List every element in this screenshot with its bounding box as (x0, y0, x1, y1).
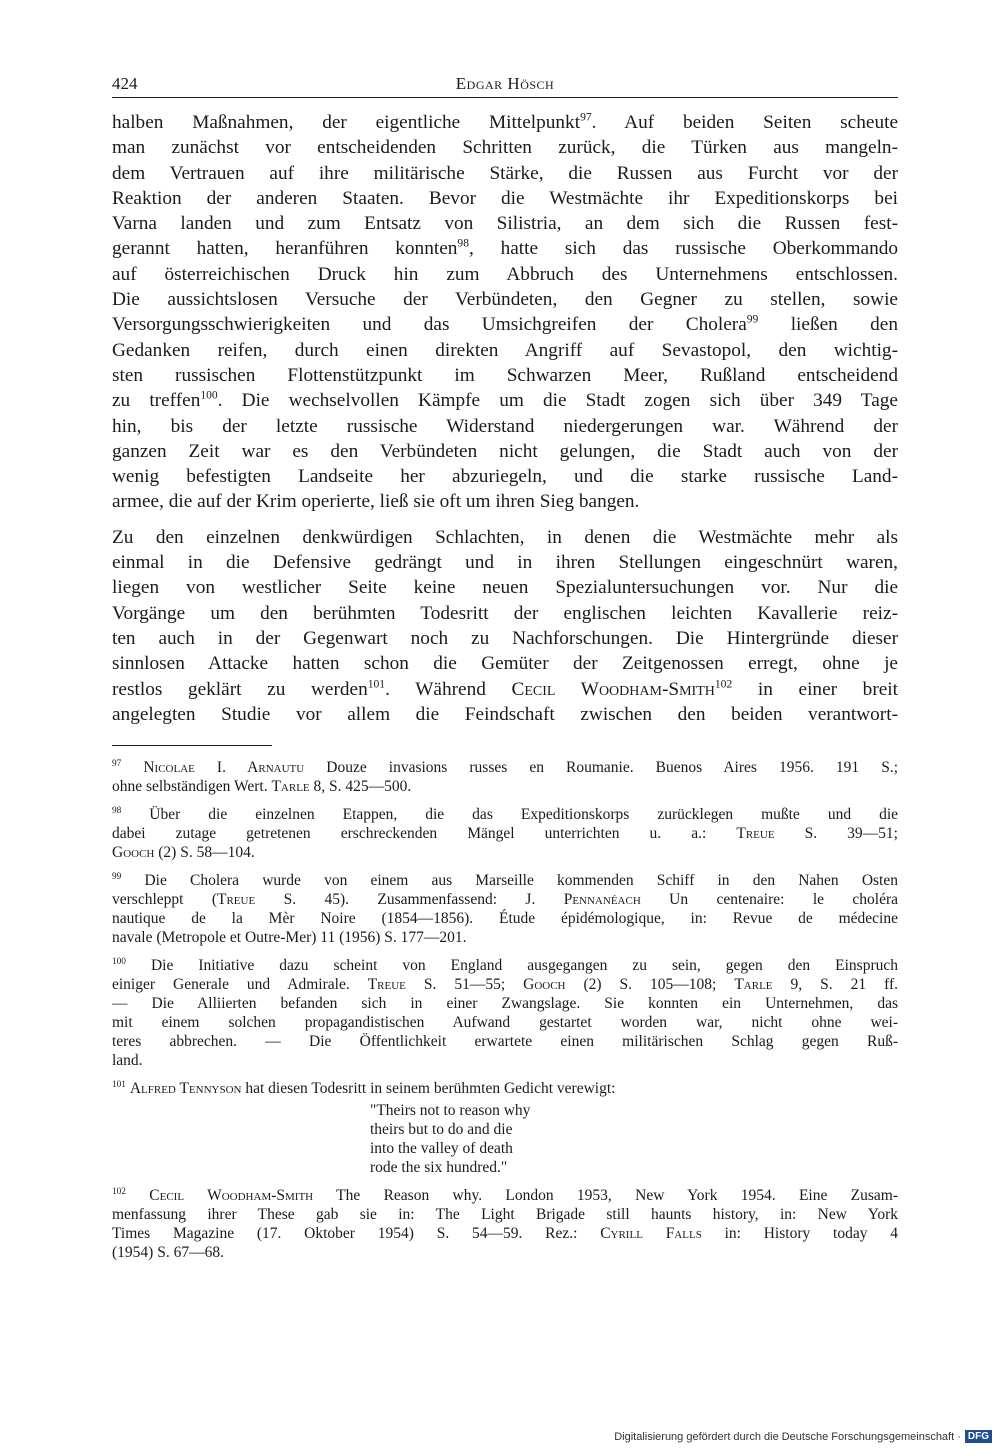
footer-text: Digitalisierung gefördert durch die Deutsche Forschungsgemeinschaft · (614, 1430, 961, 1443)
footnote-ref-101: 101 (367, 677, 386, 691)
text-line: Reaktion der anderen Staaten. Bevor die Westmächte ihr Expeditionskorps bei (112, 187, 898, 209)
text-line: Vorgänge um den berühmten Todesritt der englischen leichten Kavallerie reiz- (112, 602, 898, 624)
running-header (112, 70, 898, 98)
poem-line: theirs but to do and die (370, 1121, 513, 1139)
text-line: sinnlosen Attacke hatten schon die Gemüter der Zeitgenossen erregt, ohne je (112, 653, 898, 675)
footnote-ref-98: 98 (457, 237, 469, 251)
text-line: liegen von westlicher Seite keine neuen Spezialuntersuchungen vor. Nur die (112, 577, 898, 599)
paragraph-2 (112, 525, 898, 727)
footnote-ref-97: 97 (580, 110, 592, 124)
footnote-102: $^{102}$ Cecil Woodham-Smith The Reason why. London 1953, New York 1954. Eine Zusam- menfassung ihrer These gab sie in: The Light Brigade still haunts history, in: New York Times Magazine (17. Oktober 1954) S. 54—59. Rez.: Cyrill Falls in: History today 4 (1954) S. 67—68. (112, 1186, 899, 1262)
poem-line: into the valley of death (370, 1140, 513, 1158)
text-line: wenig befestigten Landseite her abzuriegeln, und die starke russische Land- (112, 466, 898, 488)
text-line: ten auch in der Gegenwart noch zu Nachforschungen. Die Hintergründe dieser (112, 627, 898, 649)
footnote-97: $^{97}$ Nicolae I. Arnautu Douze invasions russes en Roumanie. Buenos Aires 1956. 191 S.; ohne selbständigen Wert. Tarle 8, S. 425—500. (112, 758, 899, 796)
text-line: Zu den einzelnen denkwürdigen Schlachten, in denen die Westmächte mehr als (112, 526, 898, 548)
footnote-99: $^{99}$ Die Cholera wurde von einem aus Marseille kommenden Schiff in den Nahen Osten verschleppt (Treue S. 45). Zusammenfassend: J. Pennanéach Un centenaire: le choléra nautique de la Mèr Noire (1854—1856). Étude épidémologique, in: Revue de médecine navale (Metropole et Outre-Mer) 11 (1956) S. 177—201. (112, 871, 899, 947)
footnote-101: $^{101}$ Alfred Tennyson hat diesen Todesritt in seinem berühmten Gedicht verewigt: (112, 1079, 616, 1098)
text-line: auf österreichischen Druck hin zum Abbruch des Unternehmens entschlossen. (112, 263, 898, 285)
main-text (112, 110, 898, 727)
poem-line: rode the six hundred." (370, 1159, 508, 1177)
text-line: gerannt hatten, heranführen konnten$^{98}$, hatte sich das russische Oberkommando (112, 237, 899, 260)
text-line: man zunächst vor entscheidenden Schritten zurück, die Türken aus mangeln- (112, 137, 898, 159)
footnote-ref-99: 99 (746, 312, 759, 326)
text-line: halben Maßnahmen, der eigentliche Mittelpunkt$^{97}$. Auf beiden Seiten scheute (112, 110, 898, 133)
poem-line: "Theirs not to reason why (370, 1102, 531, 1120)
running-head-author: Edgar Hösch (455, 74, 555, 93)
text-line: Gedanken reifen, durch einen direkten Angriff auf Sevastopol, den wichtig- (112, 339, 898, 361)
text-line: restlos geklärt zu werden$^{101}$. Während Cecil Woodham-Smith$^{102}$ in einer breit (112, 677, 899, 700)
paragraph-1 (112, 110, 898, 515)
text-line: angelegten Studie vor allem die Feindschaft zwischen den beiden verantwort- (112, 703, 898, 725)
text-line: hin, bis der letzte russische Widerstand niedergerungen war. Während der (112, 415, 898, 437)
author-name: Cecil Woodham-Smith (511, 678, 715, 700)
page-number: 424 (112, 74, 138, 93)
text-line: Die aussichtslosen Versuche der Verbündeten, den Gegner zu stellen, sowie (112, 289, 898, 311)
digitization-notice (614, 1430, 992, 1443)
document-page (112, 70, 898, 1271)
footnote-100: $^{100}$ Die Initiative dazu scheint von England ausgegangen zu sein, gegen den Einspruch einiger Generale und Admirale. Treue S. 51—55; Gooch (2) S. 105—108; Tarle 9, S. 21 ff. — Die Alliierten befanden sich in einer Zwangslage. Sie konnten ein Unternehmen, das mit einem solchen propagandistischen Aufwand gestartet worden war, nicht ohne wei- teres abbrechen. — Die Öffentlichkeit erwartete einen militärischen Schlag gegen Ruß- land. (112, 956, 898, 1070)
footnote-ref-100: 100 (200, 388, 218, 402)
text-line: einmal in die Defensive gedrängt und in ihren Stellungen eingeschnürt waren, (112, 552, 898, 574)
footnote-ref-102: 102 (714, 677, 733, 691)
dfg-logo: DFG (965, 1430, 992, 1443)
text-line: Versorgungsschwierigkeiten und das Umsichgreifen der Cholera$^{99}$ ließen den (112, 312, 899, 336)
text-line: zu treffen$^{100}$. Die wechselvollen Kämpfe um die Stadt zogen sich über 349 Tage (112, 388, 898, 412)
text-line: Varna landen und zum Entsatz von Silistria, an dem sich die Russen fest- (112, 213, 898, 235)
text-line: armee, die auf der Krim operierte, ließ sie oft um ihren Sieg bangen. (112, 491, 640, 513)
footnotes (112, 758, 898, 1262)
text-line: sten russischen Flottenstützpunkt im Schwarzen Meer, Rußland entscheidend (112, 364, 898, 386)
text-line: ganzen Zeit war es den Verbündeten nicht gelungen, die Stadt auch von der (112, 440, 898, 462)
poem-quote (370, 1101, 898, 1177)
text-line: dem Vertrauen auf ihre militärische Stärke, die Russen aus Furcht vor der (112, 162, 898, 184)
footnote-98: $^{98}$ Über die einzelnen Etappen, die das Expeditionskorps zurücklegen mußte und die dabei zutage getretenen erschreckenden Mängel unterrichten u. a.: Treue S. 39—51; Gooch (2) S. 58—104. (112, 805, 898, 862)
footnote-rule (112, 745, 272, 746)
